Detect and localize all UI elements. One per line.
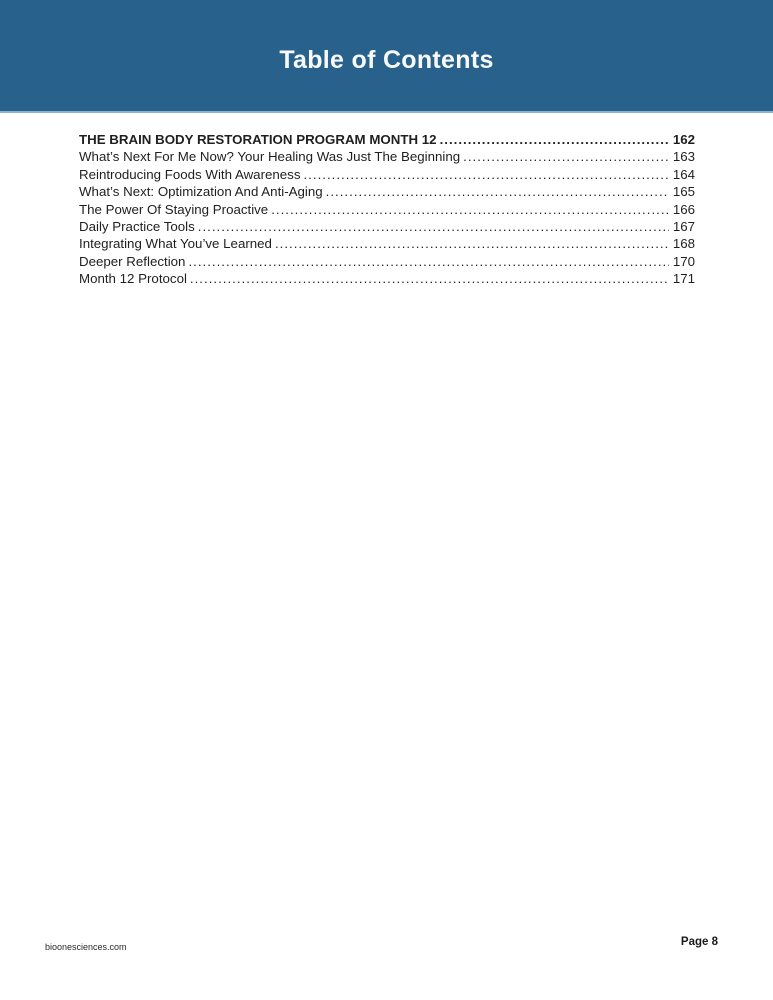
toc-entry-label: What’s Next For Me Now? Your Healing Was Just The Beginning: [79, 149, 461, 165]
toc-dot-leader: [440, 131, 669, 148]
toc-entry[interactable]: [79, 131, 695, 148]
toc-entry-label: Integrating What You’ve Learned: [79, 236, 272, 252]
toc-entry[interactable]: [79, 235, 695, 252]
toc-entry[interactable]: [79, 270, 695, 287]
toc-dot-leader: [271, 201, 669, 218]
toc-entry[interactable]: [79, 166, 695, 183]
toc-entry[interactable]: [79, 183, 695, 200]
toc-entry-page-number: 163: [672, 149, 695, 165]
toc-entry[interactable]: [79, 148, 695, 165]
toc-dot-leader: [188, 253, 668, 270]
toc-dot-leader: [303, 166, 668, 183]
toc-dot-leader: [275, 235, 669, 252]
toc-entry-label: The Power Of Staying Proactive: [79, 201, 269, 217]
toc-dot-leader: [463, 148, 669, 165]
toc-entry-label: Reintroducing Foods With Awareness: [79, 166, 301, 182]
toc-entry-label: Daily Practice Tools: [79, 219, 195, 235]
toc-dot-leader: [326, 183, 669, 200]
toc-entry-label: Deeper Reflection: [79, 253, 186, 269]
toc-entry-label: Month 12 Protocol: [79, 271, 187, 287]
toc-entry[interactable]: [79, 201, 695, 218]
toc-dot-leader: [190, 270, 669, 287]
toc-entry-page-number: 167: [672, 219, 695, 235]
footer-website-link[interactable]: bioonesciences.com: [45, 942, 127, 952]
toc-entry-page-number: 168: [672, 236, 695, 252]
toc-entry-page-number: 166: [672, 201, 695, 217]
toc-entry[interactable]: [79, 218, 695, 235]
toc-entry-label: What’s Next: Optimization And Anti-Aging: [79, 184, 323, 200]
page-title: Table of Contents: [279, 46, 494, 74]
page-header-banner: [0, 0, 773, 113]
toc-entry-label: THE BRAIN BODY RESTORATION PROGRAM MONTH 12: [79, 132, 437, 147]
toc-entry-page-number: 165: [672, 184, 695, 200]
toc-dot-leader: [198, 218, 669, 235]
toc-entry-page-number: 162: [672, 132, 695, 147]
toc-entry-page-number: 164: [672, 166, 695, 182]
toc-entry-page-number: 171: [672, 271, 695, 287]
footer-page-number: Page 8: [680, 936, 718, 948]
toc-entry[interactable]: [79, 253, 695, 270]
toc-entry-page-number: 170: [672, 253, 695, 269]
table-of-contents: [79, 131, 695, 288]
